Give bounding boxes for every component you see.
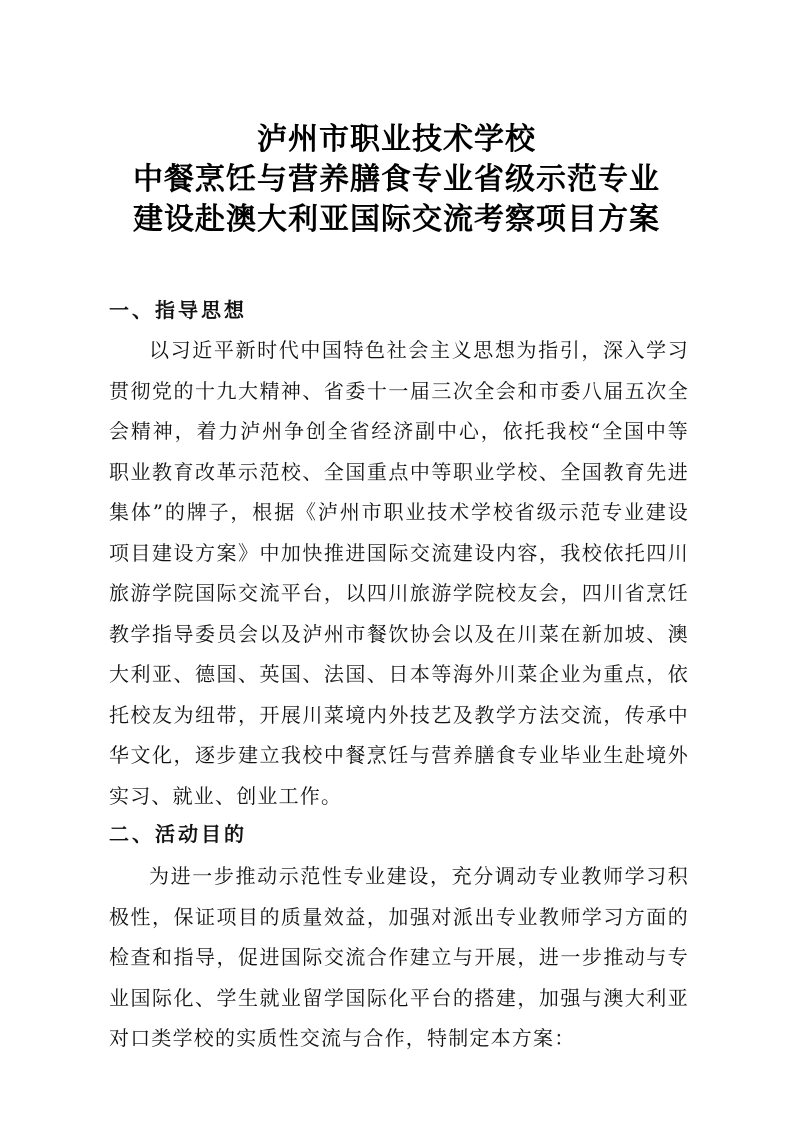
section-paragraph-guiding-ideology: 以习近平新时代中国特色社会主义思想为指引，深入学习贯彻党的十九大精神、省委十一届三次全会和市委八届五次全会精神，着力泸州争创全省经济副中心，依托我校“全国中等职业教育改革示范校、全国重点中等职业学校、全国教育先进集体”的牌子，根据《泸州市职业技术学校省级示范专业建设项目建设方案》中加快推进国际交流建设内容，我校依托四川旅游学院国际交流平台，以四川旅游学院校友会，四川省烹饪教学指导委员会以及泸州市餐饮协会以及在川菜在新加坡、澳大利亚、德国、英国、法国、日本等海外川菜企业为重点，依托校友为纽带，开展川菜境内外技艺及教学方法交流，传承中华文化，逐步建立我校中餐烹饪与营养膳食专业毕业生赴境外实习、就业、创业工作。	[109, 338, 689, 808]
title-line-program: 中餐烹饪与营养膳食专业省级示范专业	[133, 162, 660, 197]
section-heading-guiding-ideology: 一、指导思想	[109, 298, 247, 322]
document-title	[0, 120, 793, 240]
title-line-school: 泸州市职业技术学校	[257, 122, 536, 157]
document-body	[109, 294, 689, 1059]
section-heading-activity-purpose: 二、活动目的	[109, 822, 247, 846]
section-paragraph-activity-purpose: 为进一步推动示范性专业建设，充分调动专业教师学习积极性，保证项目的质量效益，加强对派出专业教师学习方面的检查和指导，促进国际交流合作建立与开展，进一步推动与专业国际化、学生就业留学国际化平台的搭建，加强与澳大利亚对口类学校的实质性交流与合作，特制定本方案：	[109, 864, 689, 1050]
title-line-project: 建设赴澳大利亚国际交流考察项目方案	[133, 202, 660, 237]
